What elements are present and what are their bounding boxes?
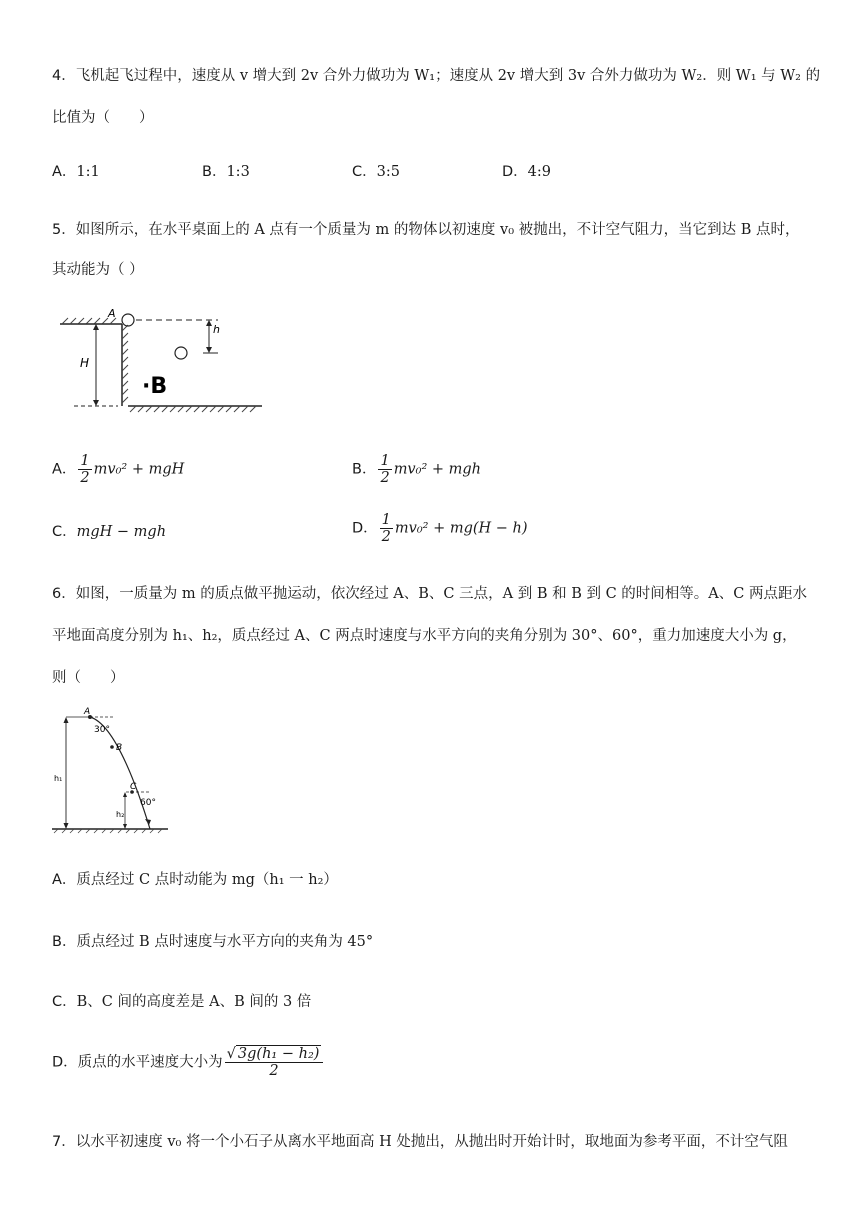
- q6-number: 6．: [52, 586, 76, 602]
- q5-option-c[interactable]: C．mgH − mgh: [52, 524, 167, 540]
- q5-stem-1: 如图所示，在水平桌面上的 A 点有一个质量为 m 的物体以初速度 v₀ 被抛出，不计空气阻力，当它到达 B 点时，: [75, 222, 800, 238]
- q6-label-h1: h₁: [54, 774, 63, 783]
- q6-label-b: B: [116, 743, 123, 753]
- q4-option-b[interactable]: B．1:3: [202, 164, 250, 180]
- q6-label-a: A: [84, 707, 91, 717]
- q5-option-d[interactable]: D． $\frac{1}{2}$ mv₀² + mg(H − h): [352, 512, 528, 545]
- q5-label-big-h: H: [80, 356, 90, 370]
- q4-option-d[interactable]: D．4:9: [502, 164, 552, 180]
- q4-number: 4．: [52, 68, 76, 84]
- q5-label-b: ·B: [142, 374, 168, 399]
- q6-option-c[interactable]: C．B、C 间的高度差是 A、B 间的 3 倍: [52, 994, 312, 1010]
- q5-option-b[interactable]: B． $\frac{1}{2}$ mv₀² + mgh: [352, 453, 481, 486]
- q7-line1: [52, 1130, 788, 1151]
- q6-stem-3: 则（ ）: [52, 670, 125, 686]
- q5-number: 5．: [52, 222, 76, 238]
- q4-option-c[interactable]: C．3:5: [352, 164, 400, 180]
- q5-figure: [58, 305, 268, 415]
- q4-line1: [52, 64, 820, 85]
- q6-angle-a: 30°: [94, 725, 110, 735]
- q6-option-d[interactable]: D．质点的水平速度大小为 $\frac{\text{√ 3g(h₁ − h₂)}}{2}$: [52, 1046, 325, 1079]
- q6-label-c: C: [130, 782, 137, 792]
- q6-label-h2: h₂: [116, 810, 125, 819]
- q7-number: 7．: [52, 1134, 76, 1150]
- q6-figure: [50, 705, 180, 835]
- q5-label-h: h: [213, 323, 220, 336]
- q6-option-b[interactable]: B．质点经过 B 点时速度与水平方向的夹角为 45°: [52, 934, 374, 950]
- q6-option-a[interactable]: A．质点经过 C 点时动能为 mg（h₁ 一 h₂）: [52, 872, 338, 888]
- q4-option-a[interactable]: A．1:1: [52, 164, 100, 180]
- q6-stem-1: 如图，一质量为 m 的质点做平抛运动，依次经过 A、B、C 三点，A 到 B 和 B 到 C 的时间相等。A、C 两点距水: [75, 586, 807, 602]
- q5-option-a[interactable]: A． $\frac{1}{2}$ mv₀² + mgH: [52, 453, 185, 486]
- q7-stem-1: 以水平初速度 v₀ 将一个小石子从离水平地面高 H 处抛出，从抛出时开始计时，取地面为参考平面，不计空气阻: [75, 1134, 788, 1150]
- q5-label-a: A: [108, 307, 116, 320]
- q5-stem-2: 其动能为（ ）: [52, 262, 144, 278]
- q4-stem-1: 飞机起飞过程中，速度从 v 增大到 2v 合外力做功为 W₁；速度从 2v 增大到 3v 合外力做功为 W₂．则 W₁ 与 W₂ 的: [75, 68, 821, 84]
- q6-line1: [52, 582, 807, 603]
- q6-stem-2: 平地面高度分别为 h₁、h₂，质点经过 A、C 两点时速度与水平方向的夹角分别为 30°、60°，重力加速度大小为 g，: [52, 628, 797, 644]
- q4-stem-2: 比值为（ ）: [52, 110, 154, 126]
- q6-option-d-formula: $\frac{\text{√ 3g(h₁ − h₂)}}{2}$: [225, 1046, 324, 1079]
- q5-line1: [52, 218, 799, 239]
- q6-angle-c: 60°: [140, 798, 156, 808]
